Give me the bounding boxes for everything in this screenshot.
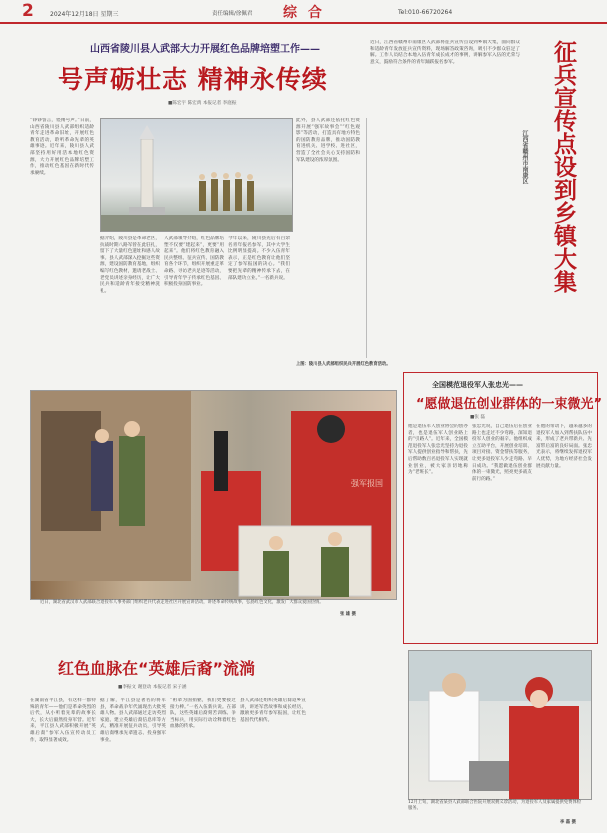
article1-col2: 据介绍，陵川县是革命老区，抗战时期八路军曾在此驻扎，留下了大量红色遗址和感人故事。县人武部深入挖掘这些资源，建设国防教育基地，组织编写红色教材，邀请老战士、老党员讲述亲身经历，让广大民兵和适龄青年接受精神洗礼。 bbox=[100, 236, 160, 294]
vertical-article-body: 近日，江西省赣州市南康区人武部将征兵宣传点设到乡镇大集，面向群众和适龄青年发放征兵宣传资料，现场解答政策咨询，吸引不少群众驻足了解。工作人员结合本地入伍青年成长成才的事例，讲解参军入伍的光荣与意义，鼓励符合条件的青年踊跃报名参军。 bbox=[370, 40, 520, 65]
contact-tel: Tel:010-66720264 bbox=[398, 9, 453, 16]
section-editor: 责任编辑/徐佩君 bbox=[212, 11, 253, 17]
photo2 bbox=[408, 650, 592, 800]
section-title: 综 合 bbox=[283, 5, 325, 21]
page-number: 2 bbox=[22, 1, 34, 21]
monument-illustration bbox=[101, 119, 292, 231]
article1-photo-credit: 上图：陵川县人武部组织民兵开展红色教育活动。 bbox=[296, 362, 391, 367]
article1-col3: 人武部领导介绍，红色品牌培塑不仅要“建起来”，更要“用起来”。他们将红色教育融入民兵整组、征兵宣传、国防教育各个环节，组织开展重走革命路、寻访老兵足迹等活动，引导青年学子传承红色基因、积极投身国防事业。 bbox=[164, 236, 224, 288]
vertical-headline: 征兵宣传点设到乡镇大集 bbox=[550, 40, 576, 293]
article2-col1: 他是退伍军人创业协会的创办者，也是退伍军人创业路上的“引路人”。近年来，全国模范退役军人张忠光坚持为退役军人提供创业指导和帮扶，先后帮助数百名退役军人实现就业创业，被大家亲切地称为“老班长”。 bbox=[408, 424, 468, 476]
article1-intro: “铮铮誓言，铿锵号声。”日前，山西省陵川县人武部组织适龄青年走进革命旧址，开展红色教育活动，聆听革命先辈的英雄事迹。近年来，陵川县人武部坚持用好用活本地红色资源，大力开展红色品牌培塑工作，推动红色基因在新时代传承赓续。 bbox=[30, 118, 94, 176]
article3-col3: “祖辈为国捐躯，我们更要接过接力棒。”一名入伍新兵说。在部队，这些英雄后裔刻苦训练、争当标兵，用实际行动诠释着红色血脉的传承。 bbox=[170, 698, 236, 730]
article2-col3: 在他的带动下，越来越多的退役军人加入到帮扶队伍中来，形成了老兵带新兵、先富带后富的良好局面。张忠光表示，将继续发挥退役军人优势，为地方经济社会发展贡献力量。 bbox=[536, 424, 592, 469]
photo1-credit: 张 雄 摄 bbox=[340, 612, 356, 617]
article2-kicker: 全国模范退役军人张忠光—— bbox=[432, 381, 523, 389]
article3-col1: 在湖南省平江县，有这样一群特殊的青年——他们是革命英烈的后代，从小听着先辈的故事长大，长大后毅然投身军营。近年来，平江县人武部积极开展“英雄后裔”参军入伍宣传动员工作，取得显著成效。 bbox=[30, 698, 96, 743]
photo1-illustration bbox=[31, 391, 396, 599]
photo2-credit: 李 磊 摄 bbox=[560, 820, 576, 825]
photo1-caption: 近日，湖北省武汉市人武部联合退役军人事务部门组织老兵代表走进社区开展宣讲活动，讲述革命传统故事，弘扬红色文化，激发广大群众爱国热情。 bbox=[40, 600, 324, 605]
article2-col2: 张忠光说，自己退伍后在创业路上也走过不少弯路，深知退役军人创业的艰辛。他组织成立互助平台，开展创业培训、项目对接、资金帮扶等服务，让更多退役军人少走弯路、早日成功。“我愿做退伍创业群体的一束微光，照亮更多战友前行的路。” bbox=[472, 424, 532, 482]
article2-headline: “愿做退伍创业群体的一束微光” bbox=[416, 397, 603, 412]
photo2-caption: 12月上旬，湖北省某县人武部联合医院开展双拥义诊活动，为退役军人及家属提供免费体检服务。 bbox=[408, 800, 582, 811]
article2-byline: ■张 磊 bbox=[470, 415, 485, 420]
issue-date: 2024年12月18日 星期三 bbox=[50, 11, 119, 18]
article1-kicker: 山西省陵川县人武部大力开展红色品牌培塑工作—— bbox=[90, 44, 320, 55]
article1-col4: 今年以来，陵川县先后有百余名青年报名参军，其中大学生比例明显提高。不少入伍青年表示，正是红色教育让他们坚定了参军报国的决心。“我们要把先辈的精神传承下去，在部队建功立业。”一名新兵说。 bbox=[228, 236, 290, 281]
vertical-subtitle: 江西省赣州市南康区 bbox=[521, 130, 528, 184]
article1-byline: ■陈宏宇 陈宏禹 本报记者 李庭振 bbox=[168, 101, 237, 106]
photo1 bbox=[30, 390, 397, 600]
photo2-illustration bbox=[409, 651, 591, 799]
article3-byline: ■李振文 谢登动 本报记者 宋子涵 bbox=[118, 685, 187, 690]
article1-col5: 此外，县人武部还依托红色资源开展“强军故事会”“红色观影”等活动，打造具有地方特色的国防教育品牌，推动国防教育进机关、进学校、进社区，营造了全社会关心支持国防和军队建设的浓厚氛围。 bbox=[296, 118, 360, 163]
column-divider bbox=[366, 118, 367, 358]
article3-headline: 红色血脉在“英雄后裔”流淌 bbox=[58, 659, 256, 678]
article1-headline: 号声砺壮志 精神永传续 bbox=[58, 65, 328, 94]
article3-col2: 据了解，平江县是著名的将军县，革命战争年代涌现出大批英雄人物。县人武部通过走访英烈家庭、建立英雄后裔信息库等方式，精准开展征兵动员，引导英雄后裔继承先辈遗志、投身强军事业。 bbox=[100, 698, 166, 743]
photo1-banner-text: 强军报国 bbox=[351, 479, 383, 488]
article3-col4: 县人武部还组织英雄后裔返乡宣讲，讲述军营故事和成长经历，激励更多青年参军报国，让红色基因代代相传。 bbox=[240, 698, 306, 723]
article1-photo bbox=[100, 118, 293, 232]
